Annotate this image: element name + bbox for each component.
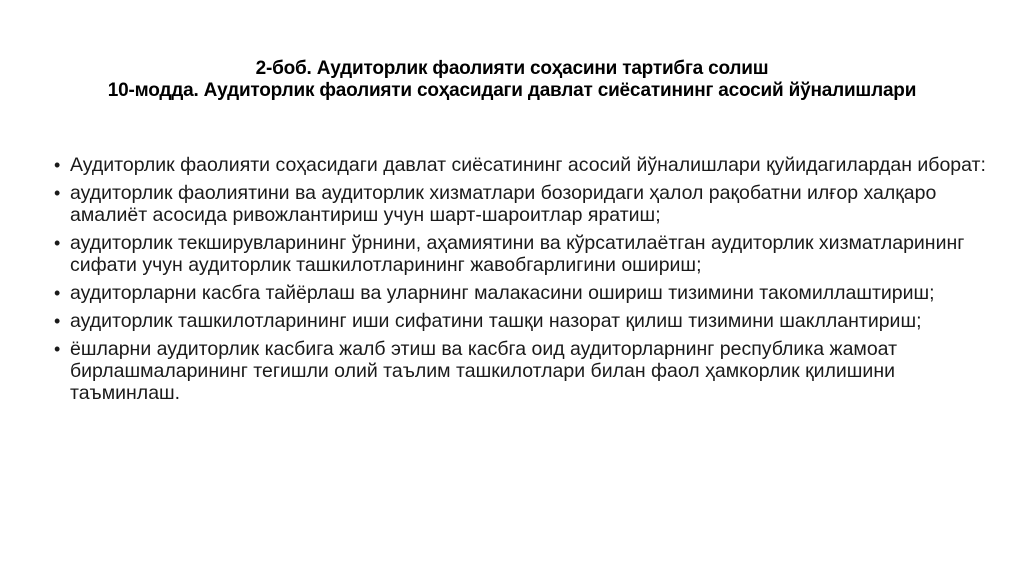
bullet-icon: •	[54, 183, 61, 203]
bullet-icon: •	[54, 339, 61, 359]
list-item	[54, 232, 988, 276]
bullet-text: аудиторлик фаолиятини ва аудиторлик хизматлари бозоридаги ҳалол рақобатни илғор халқаро амалиёт асосида ривожлантириш учун шарт-шароитлар яратиш;	[70, 182, 937, 226]
bullet-icon: •	[54, 283, 61, 303]
list-item	[54, 310, 988, 332]
chapter-title: 2-боб. Аудиторлик фаолияти соҳасини тартибга солиш	[255, 58, 769, 79]
bullet-icon: •	[54, 233, 61, 253]
bullet-text: Аудиторлик фаолияти соҳасидаги давлат сиёсатининг асосий йўналишлари қуйидагилардан иборат:	[70, 154, 986, 176]
bullet-icon: •	[54, 311, 61, 331]
article-title: 10-модда. Аудиторлик фаолияти соҳасидаги давлат сиёсатининг асосий йўналишлари	[107, 80, 917, 101]
list-item	[54, 338, 988, 404]
list-item	[54, 182, 988, 226]
list-item	[54, 282, 988, 304]
bullet-text: аудиторлик ташкилотларининг иши сифатини ташқи назорат қилиш тизимини шакллантириш;	[70, 310, 922, 332]
list-item	[54, 154, 988, 176]
slide-title	[40, 58, 984, 102]
bullet-text: аудиторлик текширувларининг ўрнини, аҳамиятини ва кўрсатилаётган аудиторлик хизматларининг сифати учун аудиторлик ташкилотларининг жавобгарлигини ошириш;	[70, 232, 965, 276]
bullet-icon: •	[54, 155, 61, 175]
bullet-text: аудиторларни касбга тайёрлаш ва уларнинг малакасини ошириш тизимини такомиллаштириш;	[70, 282, 935, 304]
bullet-text: ёшларни аудиторлик касбига жалб этиш ва касбга оид аудиторларнинг республика жамоат бирлашмаларининг тегишли олий таълим ташкилотлари билан фаол ҳамкорлик қилишини таъминлаш.	[70, 338, 898, 404]
bullet-list	[54, 154, 988, 410]
